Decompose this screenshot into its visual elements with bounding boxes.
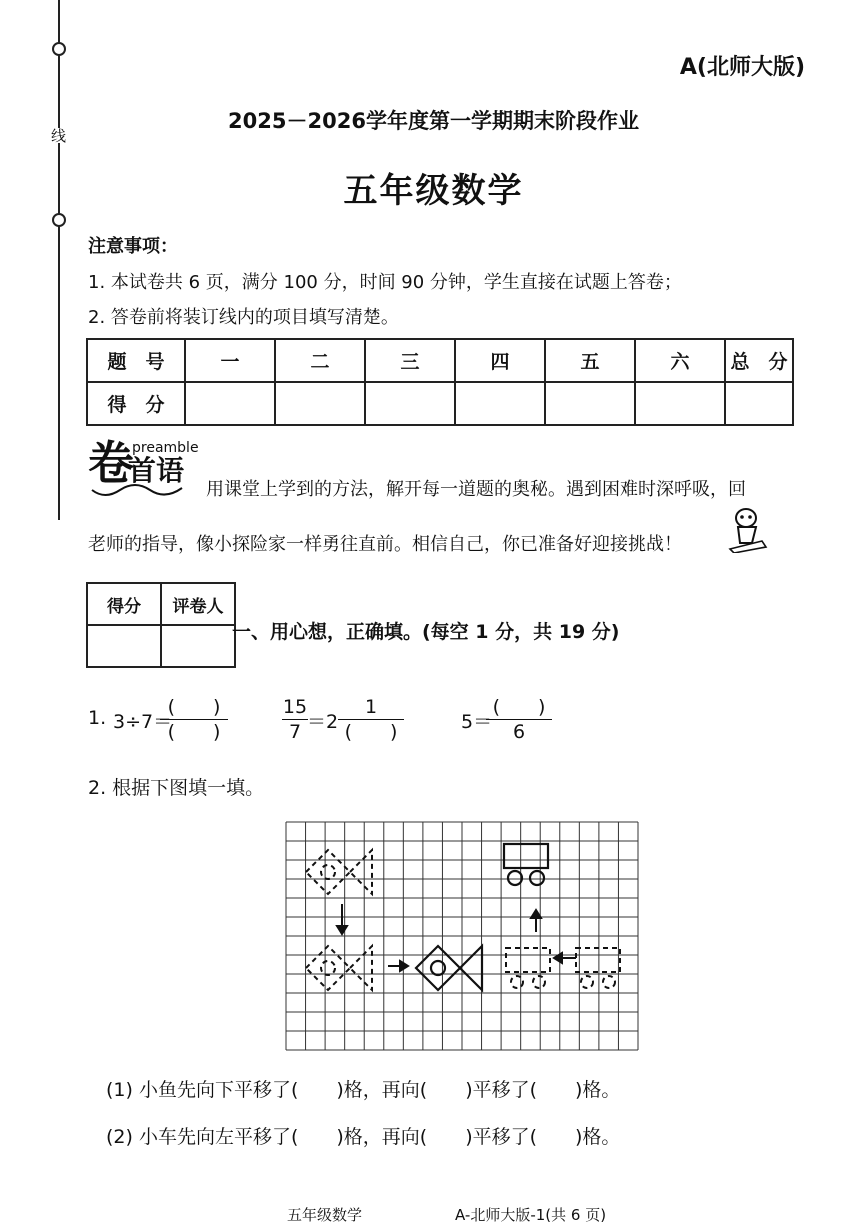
reviewer-grader-cell[interactable] bbox=[161, 625, 235, 667]
q1-fraction-1 bbox=[160, 695, 228, 744]
reviewer-table bbox=[86, 582, 236, 668]
q1-expression-3: 5＝ bbox=[461, 711, 493, 733]
fraction-denominator-blank[interactable]: ( ) bbox=[344, 721, 398, 743]
pencil-mascot-icon bbox=[722, 505, 770, 553]
score-input-cell[interactable] bbox=[635, 382, 725, 425]
score-input-cell[interactable] bbox=[545, 382, 635, 425]
score-input-cell[interactable] bbox=[275, 382, 365, 425]
reviewer-score-cell[interactable] bbox=[87, 625, 161, 667]
q1-fraction-2-left bbox=[282, 695, 308, 744]
score-input-cell[interactable] bbox=[455, 382, 545, 425]
fraction-denominator: 7 bbox=[288, 721, 302, 743]
binding-hole bbox=[52, 42, 66, 56]
score-header-cell: 五 bbox=[545, 339, 635, 382]
q1-number: 1. bbox=[88, 707, 107, 729]
car-start-icon bbox=[576, 948, 620, 988]
score-header-cell: 六 bbox=[635, 339, 725, 382]
fish-start-icon bbox=[306, 850, 372, 894]
score-table bbox=[86, 338, 794, 426]
score-header-cell: 总 分 bbox=[725, 339, 793, 382]
binding-line bbox=[58, 0, 60, 520]
edition-label: A(北师大版) bbox=[679, 55, 805, 80]
score-header-cell: 题 号 bbox=[87, 339, 185, 382]
binding-label: 线 bbox=[49, 128, 67, 143]
preamble-logo-english: preamble bbox=[132, 440, 199, 456]
score-header-cell: 四 bbox=[455, 339, 545, 382]
arrow-down-icon bbox=[337, 904, 347, 934]
preamble-text-line2: 老师的指导，像小探险家一样勇往直前。相信自己，你已准备好迎接挑战！ bbox=[88, 534, 682, 555]
notes-heading: 注意事项： bbox=[88, 236, 178, 257]
score-header-cell: 三 bbox=[365, 339, 455, 382]
footer-subject: 五年级数学 bbox=[287, 1206, 363, 1224]
fraction-denominator: 6 bbox=[512, 721, 526, 743]
q1-fraction-2-right bbox=[338, 695, 404, 744]
fraction-denominator-blank[interactable]: ( ) bbox=[167, 721, 221, 743]
preamble-logo-char: 卷 bbox=[88, 436, 134, 490]
fraction-numerator: 15 bbox=[282, 696, 308, 718]
fraction-numerator-blank[interactable]: ( ) bbox=[492, 696, 546, 718]
fish-end-icon bbox=[416, 946, 482, 990]
car-middle-icon bbox=[506, 948, 550, 988]
section-heading: 一、用心想，正确填。(每空 1 分，共 19 分) bbox=[232, 621, 620, 643]
fish-middle-icon bbox=[306, 946, 372, 990]
arrow-right-icon bbox=[388, 961, 408, 971]
score-row-label: 得 分 bbox=[87, 382, 185, 425]
note-item: 2. 答卷前将装订线内的项目填写清楚。 bbox=[88, 307, 399, 328]
reviewer-header-grader: 评卷人 bbox=[161, 583, 235, 625]
translation-grid-figure bbox=[284, 820, 640, 1052]
q1-expression-1: 3÷7＝ bbox=[113, 711, 173, 733]
score-input-cell[interactable] bbox=[365, 382, 455, 425]
fraction-numerator-blank[interactable]: ( ) bbox=[167, 696, 221, 718]
footer-page-info: A-北师大版-1(共 6 页) bbox=[455, 1206, 607, 1224]
exam-title: 2025－2026学年度第一学期期末阶段作业 bbox=[228, 109, 639, 133]
q2-subquestion-2: (2) 小车先向左平移了( )格，再向( )平移了( )格。 bbox=[106, 1126, 621, 1148]
score-input-cell[interactable] bbox=[185, 382, 275, 425]
score-input-cell[interactable] bbox=[725, 382, 793, 425]
preamble-underline-icon bbox=[90, 482, 200, 500]
preamble-text-line1: 用课堂上学到的方法，解开每一道题的奥秘。遇到困难时深呼吸，回 bbox=[206, 479, 746, 500]
fraction-numerator: 1 bbox=[364, 696, 378, 718]
arrow-up-icon bbox=[531, 910, 541, 932]
binding-hole bbox=[52, 213, 66, 227]
subject-title: 五年级数学 bbox=[343, 171, 524, 211]
score-header-cell: 二 bbox=[275, 339, 365, 382]
q1-equals-2: ＝2 bbox=[307, 711, 339, 733]
q1-fraction-3 bbox=[486, 695, 552, 744]
note-item: 1. 本试卷共 6 页，满分 100 分，时间 90 分钟，学生直接在试题上答卷； bbox=[88, 272, 682, 293]
q2-subquestion-1: (1) 小鱼先向下平移了( )格，再向( )平移了( )格。 bbox=[106, 1079, 621, 1101]
score-header-cell: 一 bbox=[185, 339, 275, 382]
preamble-logo-chars: 首语 bbox=[128, 454, 185, 487]
q2-heading: 2. 根据下图填一填。 bbox=[88, 777, 265, 799]
reviewer-header-score: 得分 bbox=[87, 583, 161, 625]
